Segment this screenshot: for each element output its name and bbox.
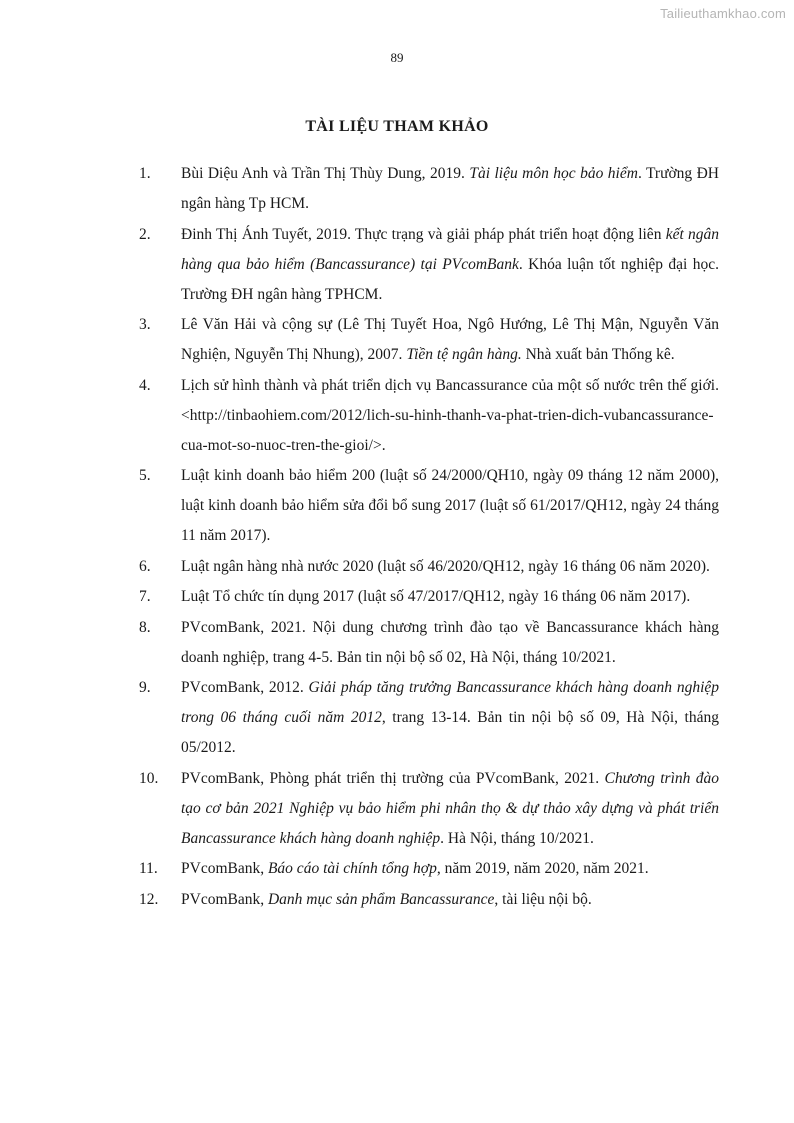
- reference-title-italic: Chương trình đào tạo cơ bản 2021 Nghiệp vụ bảo hiểm phi nhân thọ & dự thảo xây dựng và phát triển Bancassurance khách hàng doanh nghiệp: [181, 769, 719, 847]
- reference-text-segment: Luật ngân hàng nhà nước 2020 (luật số 46/2020/QH12, ngày 16 tháng 06 năm 2020).: [181, 557, 710, 575]
- reference-text: [181, 310, 719, 370]
- reference-text-segment: Lê Văn Hải và cộng sự (Lê Thị Tuyết Hoa, Ngô Hướng, Lê Thị Mận, Nguyễn Văn Nghiện, Nguyễn Thị Nhung), 2007.: [181, 316, 719, 363]
- reference-text-segment: Luật Tổ chức tín dụng 2017 (luật số 47/2017/QH12, ngày 16 tháng 06 năm 2017).: [181, 588, 691, 605]
- reference-number: 5.: [139, 467, 151, 484]
- reference-item: [139, 854, 719, 884]
- reference-number: 11.: [139, 860, 158, 877]
- reference-text: [181, 220, 719, 310]
- page-number: 89: [390, 50, 404, 65]
- reference-item: [139, 461, 719, 551]
- reference-text-segment: Lịch sử hình thành và phát triển dịch vụ Bancassurance của một số nước trên thế giới. <http://tinbaohiem.com/2012/lich-su-hinh-thanh-va-phat-trien-dich-vubancassurance-cua-mot-so-nuoc-tren-the-gioi/>.: [181, 376, 719, 454]
- reference-text-segment: . Khóa luận tốt nghiệp đại học. Trường ĐH ngân hàng TPHCM.: [181, 255, 719, 303]
- reference-text-segment: Đinh Thị Ánh Tuyết, 2019. Thực trạng và giải pháp phát triển hoạt động liên: [181, 225, 666, 243]
- reference-text: [181, 854, 719, 884]
- page-title: TÀI LIỆU THAM KHẢO: [305, 118, 489, 135]
- reference-item: [139, 159, 719, 219]
- reference-number: 9.: [139, 679, 151, 696]
- reference-number: 7.: [139, 588, 151, 605]
- reference-number: 12.: [139, 890, 159, 908]
- reference-title-italic: Tài liệu môn học bảo hiểm: [469, 165, 638, 182]
- reference-item: [139, 220, 719, 310]
- reference-text-segment: PVcomBank,: [181, 860, 268, 877]
- reference-text-segment: , trang 13-14. Bản tin nội bộ số 09, Hà Nội, tháng 05/2012.: [181, 709, 719, 756]
- reference-text-segment: Bùi Diệu Anh và Trần Thị Thùy Dung, 2019.: [181, 165, 470, 182]
- reference-number: 4.: [139, 376, 151, 394]
- reference-text-segment: . Hà Nội, tháng 10/2021.: [440, 829, 594, 847]
- reference-text: [181, 613, 719, 673]
- reference-item: [139, 371, 719, 461]
- reference-text: [181, 159, 719, 219]
- reference-text: [181, 371, 719, 461]
- reference-number: 10.: [139, 769, 159, 787]
- reference-text: [181, 885, 719, 915]
- reference-item: [139, 582, 719, 612]
- reference-number: 8.: [139, 618, 151, 636]
- reference-text: [181, 673, 719, 763]
- reference-text: [181, 764, 719, 854]
- reference-item: [139, 764, 719, 854]
- reference-title-italic: kết ngân hàng qua bảo hiểm (Bancassurance) tại PVcomBank: [181, 225, 719, 273]
- watermark: Tailieuthamkhao.com: [660, 6, 786, 21]
- reference-text-segment: , tài liệu nội bộ.: [494, 890, 592, 908]
- reference-item: [139, 310, 719, 370]
- reference-number: 3.: [139, 316, 151, 333]
- reference-list: [139, 159, 719, 915]
- reference-text-segment: PVcomBank, 2021. Nội dung chương trình đào tạo về Bancassurance khách hàng doanh nghiệp, trang 4-5. Bản tin nội bộ số 02, Hà Nội, tháng 10/2021.: [181, 618, 719, 666]
- reference-item: [139, 613, 719, 673]
- reference-text-segment: Nhà xuất bản Thống kê.: [521, 346, 675, 363]
- reference-number: 6.: [139, 557, 151, 575]
- reference-text: [181, 582, 719, 612]
- reference-text-segment: PVcomBank,: [181, 890, 268, 908]
- reference-item: [139, 673, 719, 763]
- reference-text-segment: , năm 2019, năm 2020, năm 2021.: [436, 860, 649, 877]
- reference-title-italic: Báo cáo tài chính tổng hợp: [267, 860, 437, 877]
- reference-text-segment: PVcomBank, 2012.: [181, 679, 309, 696]
- reference-text-segment: Luật kinh doanh bảo hiểm 200 (luật số 24/2000/QH10, ngày 09 tháng 12 năm 2000), luật kinh doanh bảo hiểm sửa đổi bổ sung 2017 (luật số 61/2017/QH12, ngày 24 tháng 11 năm 2017).: [181, 467, 719, 544]
- reference-title-italic: Danh mục sản phẩm Bancassurance: [267, 890, 495, 908]
- reference-text: [181, 461, 719, 551]
- reference-text-segment: . Trường ĐH ngân hàng Tp HCM.: [181, 165, 719, 212]
- reference-text: [181, 552, 719, 582]
- reference-title-italic: Giải pháp tăng trưởng Bancassurance khách hàng doanh nghiệp trong 06 tháng cuối năm 2012: [181, 679, 720, 726]
- reference-number: 1.: [139, 165, 151, 182]
- reference-number: 2.: [139, 225, 151, 243]
- reference-item: [139, 552, 719, 582]
- reference-text-segment: PVcomBank, Phòng phát triển thị trường của PVcomBank, 2021.: [181, 769, 605, 787]
- reference-item: [139, 885, 719, 915]
- reference-title-italic: Tiền tệ ngân hàng.: [406, 346, 522, 363]
